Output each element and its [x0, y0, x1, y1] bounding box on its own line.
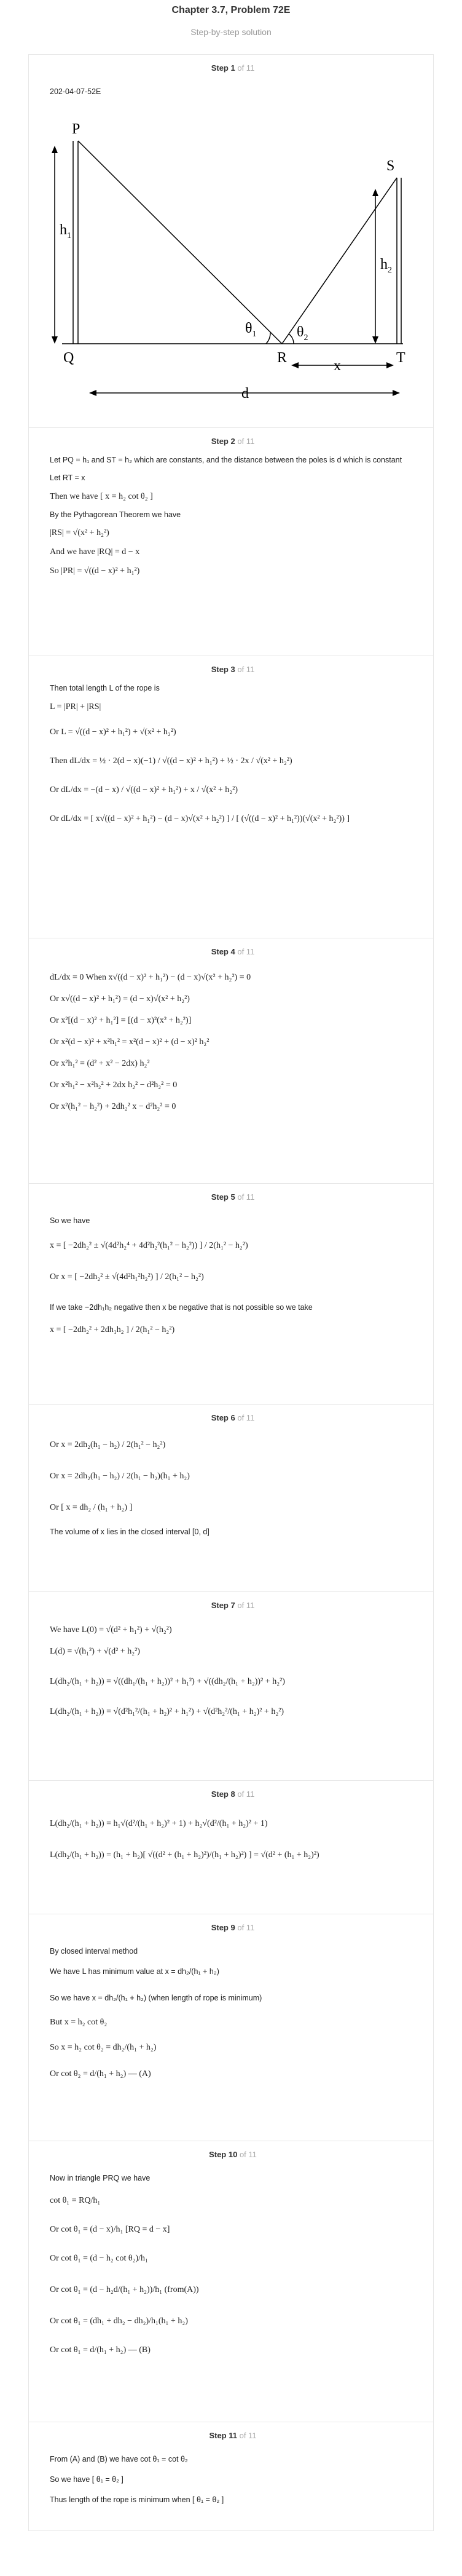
step-5: [29, 1183, 433, 1404]
step-line: So |PR| = √((d − x)² + h₁²): [50, 566, 140, 576]
step-label: Step 9: [211, 1923, 235, 1932]
figure-reference: 202-04-07-52E: [50, 87, 101, 96]
page-subtitle: Step-by-step solution: [190, 27, 272, 37]
h2-base: h: [380, 256, 388, 272]
step-heading: [50, 63, 416, 73]
step-8: [29, 1780, 433, 1914]
page-header: [0, 0, 462, 37]
step-count: of 11: [237, 63, 255, 73]
step-line: Or dL/dx = −(d − x) / √((d − x)² + h₁²) + x / √(x² + h₂²): [50, 785, 238, 795]
step-label: Step 4: [211, 947, 235, 956]
step-line: Or cot θ₂ = d/(h₁ + h₂) — (A): [50, 2069, 151, 2079]
step-count: of 11: [237, 665, 255, 674]
step-label: Step 6: [211, 1413, 235, 1422]
step-9: [29, 1914, 433, 2141]
theta2-sub: 2: [303, 333, 308, 343]
step-10: [29, 2141, 433, 2422]
step-line: We have L has minimum value at x = dh₂/(h₁ + h₂): [50, 1967, 219, 1976]
step-line: Now in triangle PRQ we have: [50, 2174, 151, 2182]
step-count: of 11: [239, 2431, 257, 2440]
step-line: If we take −2dh₁h₂ negative then x be negative that is not possible so we take: [50, 1302, 313, 1312]
height-h2-label: [380, 256, 392, 275]
step-count: of 11: [239, 2150, 257, 2159]
step-count: of 11: [237, 1923, 255, 1932]
step-line: Or x = 2dh₂(h₁ − h₂) / 2(h₁² − h₂²): [50, 1440, 166, 1449]
step-line: Or x²(h₁² − h₂²) + 2dh₂² x − d²h₂² = 0: [50, 1102, 176, 1111]
step-line: Or x²(d − x)² + x²h₁² = x²(d − x)² + (d − x)² h₂²: [50, 1037, 209, 1047]
step-line: Then we have [ x = h₂ cot θ₂ ]: [50, 491, 153, 501]
step-line: So we have x = dh₂/(h₁ + h₂) (when length of rope is minimum): [50, 1993, 262, 2002]
point-r-label: R: [277, 349, 288, 366]
step-line: L(d) = √(h₁²) + √(d² + h₂²): [50, 1647, 140, 1656]
step-11: [29, 2422, 433, 2530]
angle-theta1-label: [245, 320, 257, 339]
step-line: Or x²h₁² − x²h₂² + 2dx h₂² − d²h₂² = 0: [50, 1080, 178, 1090]
step-1: [29, 55, 433, 427]
step-count: of 11: [237, 1601, 255, 1610]
step-line: x = [ −2dh₂² ± √(4d²h₂⁴ + 4d²h₂²(h₁² − h₂²)) ] / 2(h₁² − h₂²): [50, 1240, 248, 1250]
point-q-label: Q: [63, 349, 74, 366]
step-line: So x = h₂ cot θ₂ = dh₂/(h₁ + h₂): [50, 2043, 157, 2053]
step-line: By closed interval method: [50, 1947, 138, 1956]
step-heading: [50, 1413, 416, 1422]
step-line: The volume of x lies in the closed interval [0, d]: [50, 1528, 209, 1536]
step-line: cot θ₁ = RQ/h₁: [50, 2195, 101, 2205]
step-line: L(dh₂/(h₁ + h₂)) = √((dh₁/(h₁ + h₂))² + h₁²) + √((dh₂/(h₁ + h₂))² + h₂²): [50, 1677, 285, 1686]
distance-x-label: x: [334, 357, 341, 374]
step-line: From (A) and (B) we have cot θ₁ = cot θ₂: [50, 2455, 188, 2463]
step-heading: [50, 437, 416, 446]
step-label: Step 10: [209, 2150, 238, 2159]
step-line: Or x√((d − x)² + h₁²) = (d − x)√(x² + h₂²): [50, 994, 190, 1004]
step-heading: [50, 1789, 416, 1799]
step-line: Or x = [ −2dh₂² ± √(4d²h₁²h₂²) ] / 2(h₁² − h₂²): [50, 1272, 204, 1282]
step-label: Step 1: [211, 63, 235, 73]
theta1-sub: 1: [252, 329, 257, 339]
step-line: L(dh₂/(h₁ + h₂)) = h₁√(d²/(h₁ + h₂)² + 1) + h₂√(d²/(h₁ + h₂)² + 1): [50, 1819, 268, 1828]
step-7: [29, 1591, 433, 1780]
h2-sub: 2: [388, 265, 392, 275]
step-heading: [50, 1601, 416, 1610]
step-heading: [50, 665, 416, 674]
step-line: We have L(0) = √(d² + h₁²) + √(h₂²): [50, 1625, 172, 1635]
step-line: Then total length L of the rope is: [50, 684, 160, 692]
step-line: L(dh₂/(h₁ + h₂)) = (h₁ + h₂)[ √((d² + (h₁ + h₂)²)/(h₁ + h₂)²) ] = √(d² + (h₁ + h₂)²): [50, 1850, 319, 1860]
rope-diagram: [50, 104, 418, 411]
theta2-base: θ: [297, 323, 304, 340]
step-2: [29, 427, 433, 656]
step-line: Or x = 2dh₂(h₁ − h₂) / 2(h₁ − h₂)(h₁ + h₂): [50, 1472, 190, 1481]
step-line: Or cot θ₁ = (d − x)/h₁ [RQ = d − x]: [50, 2224, 170, 2234]
step-line: Let RT = x: [50, 473, 85, 482]
step-line: So we have [ θ₁ = θ₂ ]: [50, 2475, 123, 2484]
step-line: Let PQ = h₁ and ST = h₂ which are constants, and the distance between the poles is d which is constant: [50, 456, 402, 464]
step-line: L = |PR| + |RS|: [50, 702, 101, 711]
step-count: of 11: [237, 1789, 255, 1799]
angle-theta2-label: [297, 324, 308, 343]
step-line: So we have: [50, 1216, 90, 1225]
step-6: [29, 1404, 433, 1591]
point-p-label: P: [72, 121, 80, 137]
step-label: Step 5: [211, 1192, 235, 1202]
step-line: |RS| = √(x² + h₂²): [50, 528, 109, 538]
theta1-base: θ: [245, 320, 253, 336]
step-line: But x = h₂ cot θ₂: [50, 2018, 108, 2027]
point-s-label: S: [386, 157, 395, 174]
step-label: Step 2: [211, 437, 235, 446]
step-heading: [50, 1923, 416, 1932]
step-line: Then dL/dx = ½ · 2(d − x)(−1) / √((d − x)² + h₁²) + ½ · 2x / √(x² + h₂²): [50, 756, 292, 766]
step-line: Or cot θ₁ = (d − h₂ cot θ₂)/h₁: [50, 2253, 148, 2263]
step-line: Or x²h₁² = (d² + x² − 2dx) h₂²: [50, 1059, 150, 1068]
step-line: x = [ −2dh₂² + 2dh₁h₂ ] / 2(h₁² − h₂²): [50, 1325, 175, 1334]
distance-d-label: d: [241, 385, 249, 402]
step-count: of 11: [237, 1413, 255, 1422]
step-count: of 11: [237, 1192, 255, 1202]
step-count: of 11: [237, 437, 255, 446]
point-t-label: T: [396, 349, 405, 366]
h1-base: h: [60, 221, 67, 238]
height-h1-label: [60, 222, 71, 240]
step-line: Thus length of the rope is minimum when [ θ₁ = θ₂ ]: [50, 2495, 224, 2504]
step-line: Or cot θ₁ = d/(h₁ + h₂) — (B): [50, 2345, 151, 2355]
step-label: Step 7: [211, 1601, 235, 1610]
step-heading: [50, 1192, 416, 1202]
step-line: Or x²[(d − x)² + h₁²] = [(d − x)²(x² + h₂²)]: [50, 1016, 192, 1025]
step-line: Or cot θ₁ = (dh₁ + dh₂ − dh₂)/h₁(h₁ + h₂): [50, 2316, 188, 2326]
step-line: Or L = √((d − x)² + h₁²) + √(x² + h₂²): [50, 727, 176, 737]
step-line: Or cot θ₁ = (d − h₂d/(h₁ + h₂))/h₁ (from(A)): [50, 2285, 199, 2294]
step-line: And we have |RQ| = d − x: [50, 547, 140, 557]
solution-steps: [28, 54, 434, 2531]
h1-sub: 1: [67, 231, 71, 240]
step-4: [29, 938, 433, 1183]
step-label: Step 11: [209, 2431, 237, 2440]
step-heading: [50, 2150, 416, 2159]
step-line: Or [ x = dh₂ / (h₁ + h₂) ]: [50, 1503, 133, 1512]
step-count: of 11: [237, 947, 255, 956]
step-3: [29, 656, 433, 938]
step-label: Step 8: [211, 1789, 235, 1799]
step-heading: [50, 947, 416, 956]
page-title: Chapter 3.7, Problem 72E: [171, 5, 291, 15]
step-label: Step 3: [211, 665, 235, 674]
step-line: dL/dx = 0 When x√((d − x)² + h₁²) − (d − x)√(x² + h₂²) = 0: [50, 973, 251, 982]
step-line: By the Pythagorean Theorem we have: [50, 510, 181, 519]
step-heading: [50, 2431, 416, 2440]
step-line: L(dh₂/(h₁ + h₂)) = √(d²h₁²/(h₁ + h₂)² + h₁²) + √(d²h₂²/(h₁ + h₂)² + h₂²): [50, 1707, 284, 1716]
step-line: Or dL/dx = [ x√((d − x)² + h₁²) − (d − x)√(x² + h₂²) ] / [ (√((d − x)² + h₁²))(√(x² + h₂²)) ]: [50, 814, 350, 823]
